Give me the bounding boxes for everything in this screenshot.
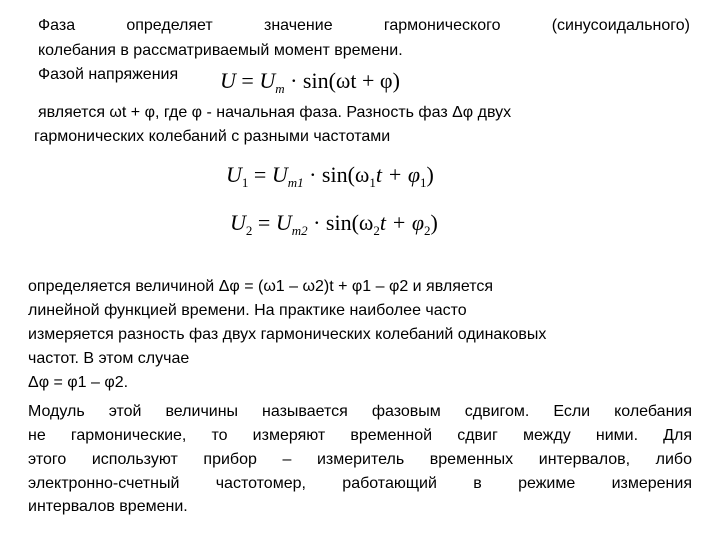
formula-main-rest: · sin(ωt + φ)	[284, 68, 400, 93]
formula-2-lhs-sub: 2	[245, 223, 253, 238]
block3-line5: Δφ = φ1 – φ2.	[28, 374, 129, 391]
block3-line1: определяется величиной Δφ = (ω1 – ω2)t + φ1 – φ2 и является	[28, 278, 494, 295]
formula-main-amp: U	[259, 68, 276, 93]
formula-2-lhs: U	[230, 210, 246, 235]
block2-line1: является ωt + φ, где φ - начальная фаза. Разность фаз Δφ двух	[38, 104, 512, 121]
block4-line3: этого используют прибор – измеритель временных интервалов, либо	[28, 451, 692, 468]
formula-1-lhs-sub: 1	[241, 175, 249, 190]
formula-1-amp-sub: m1	[287, 175, 304, 190]
formula-main	[220, 68, 400, 94]
formula-1-phi-sub: 1	[420, 175, 427, 190]
block1-line2: колебания в рассматриваемый момент времени.	[38, 42, 403, 59]
formula-1-w-sub: 1	[369, 175, 376, 190]
block1-line1: Фаза определяет значение гармонического (синусоидального)	[38, 17, 690, 34]
formula-1-amp: U	[271, 162, 288, 187]
block4-line1: Модуль этой величины называется фазовым сдвигом. Если колебания	[28, 403, 692, 420]
formula-main-amp-sub: m	[275, 81, 285, 96]
formula-1-sin: · sin(ω	[303, 162, 370, 187]
block3-line4: частот. В этом случае	[28, 350, 190, 367]
formula-1-close: )	[426, 162, 434, 187]
formula-1-eq: =	[248, 162, 272, 187]
formula-2-close: )	[430, 210, 438, 235]
block4-line4: электронно-счетный частотомер, работающий в режиме измерения	[28, 475, 692, 492]
formula-main-eq: =	[235, 68, 260, 93]
formula-1-mid: t + φ	[375, 162, 421, 187]
formula-2-phi-sub: 2	[424, 223, 431, 238]
formula-2-sin: · sin(ω	[307, 210, 374, 235]
formula-main-lhs: U	[220, 68, 236, 93]
formula-2-eq: =	[252, 210, 276, 235]
formula-2-amp-sub: m2	[291, 223, 308, 238]
formula-2	[230, 210, 438, 236]
formula-2-mid: t + φ	[379, 210, 425, 235]
formula-1	[226, 162, 434, 188]
block4-line2: не гармонические, то измеряют временной сдвиг между ними. Для	[28, 427, 692, 444]
block1-line3: Фазой напряжения	[38, 66, 179, 83]
block2-line2: гармонических колебаний с разными частотами	[34, 128, 391, 145]
formula-2-w-sub: 2	[373, 223, 380, 238]
block4-line5: интервалов времени.	[28, 498, 188, 515]
formula-2-amp: U	[275, 210, 292, 235]
block3-line3: измеряется разность фаз двух гармонических колебаний одинаковых	[28, 326, 547, 343]
block3-line2: линейной функцией времени. На практике наиболее часто	[28, 302, 467, 319]
formula-1-lhs: U	[226, 162, 242, 187]
